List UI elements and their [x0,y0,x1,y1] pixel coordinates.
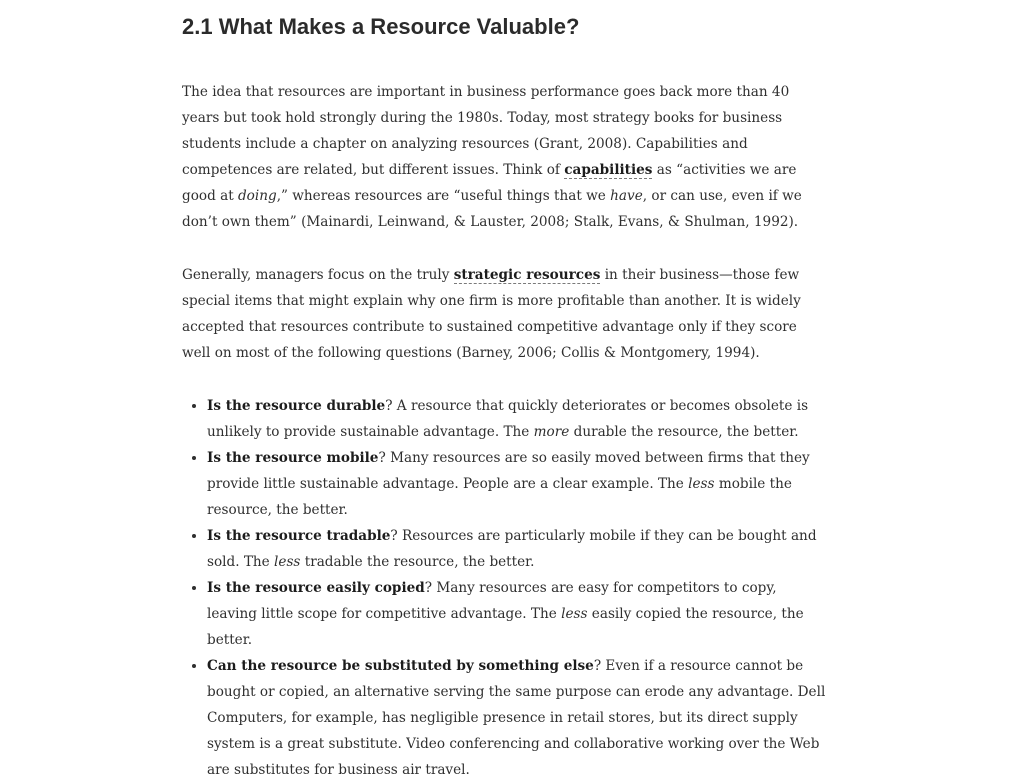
emphasis: more [533,424,570,440]
text-run: The idea that resources are important in business performance goes back more than 40 years but took hold strongly during the 1980s. Today, most strategy books for business students include a chapter on analyzing resources (Grant, 2008). Capabilities and competences are related, but different issues. Think of [182,84,790,178]
strategic-resources-paragraph [182,262,827,366]
text-run: as “activities we are good at [182,162,797,204]
list-item-substituted [207,653,827,783]
text-run: durable the resource, the better. [569,424,799,440]
emphasis: doing [237,188,277,204]
emphasis: less [688,476,715,492]
article [182,12,827,783]
list-item-copied [207,575,827,653]
text-run: ? Many resources are so easily moved between firms that they provide little sustainable advantage. People are a clear example. The [207,450,810,492]
text-run: ,” whereas resources are “useful things that we [276,188,611,204]
emphasis: less [561,606,588,622]
text-run: Generally, managers focus on the truly [182,267,454,283]
text-run: in their business—those few special items that might explain why one firm is more profitable than another. It is widely accepted that resources contribute to sustained competitive advantage only if they score well on most of the following questions (Barney, 2006; Collis & Montgomery, 1994). [182,267,801,361]
question-bold: Is the resource tradable [207,528,391,544]
emphasis: less [274,554,301,570]
text-run: ? Many resources are easy for competitors to copy, leaving little scope for competitive advantage. The [207,580,777,622]
text-run: tradable the resource, the better. [300,554,535,570]
glossary-term-capabilities[interactable]: capabilities [564,162,653,178]
question-bold: Is the resource mobile [207,450,379,466]
text-run: easily copied the resource, the better. [207,606,804,648]
text-run: ? Resources are particularly mobile if they can be bought and sold. The [207,528,817,570]
list-item-mobile [207,445,827,523]
list-item-durable [207,393,827,445]
text-run: ? Even if a resource cannot be bought or copied, an alternative serving the same purpose can erode any advantage. Dell Computers, for example, has negligible presence in retail stores, but its direct supply system is a great substitute. Video conferencing and collaborative working over the Web are substitutes for business air travel. [207,658,826,778]
question-bold: Is the resource durable [207,398,386,414]
section-heading: 2.1 What Makes a Resource Valuable? [182,14,580,39]
emphasis: have [610,188,643,204]
resource-questions-list [182,393,827,783]
text-run: ? A resource that quickly deteriorates or becomes obsolete is unlikely to provide sustainable advantage. The [207,398,809,440]
glossary-term-strategic-resources[interactable]: strategic resources [453,267,601,283]
intro-paragraph [182,79,827,235]
list-item-tradable [207,523,827,575]
text-run: mobile the resource, the better. [207,476,792,518]
question-bold: Is the resource easily copied [207,580,425,596]
text-run: , or can use, even if we don’t own them” (Mainardi, Leinwand, & Lauster, 2008; Stalk, Evans, & Shulman, 1992). [182,188,802,230]
question-bold: Can the resource be substituted by something else [207,658,594,674]
